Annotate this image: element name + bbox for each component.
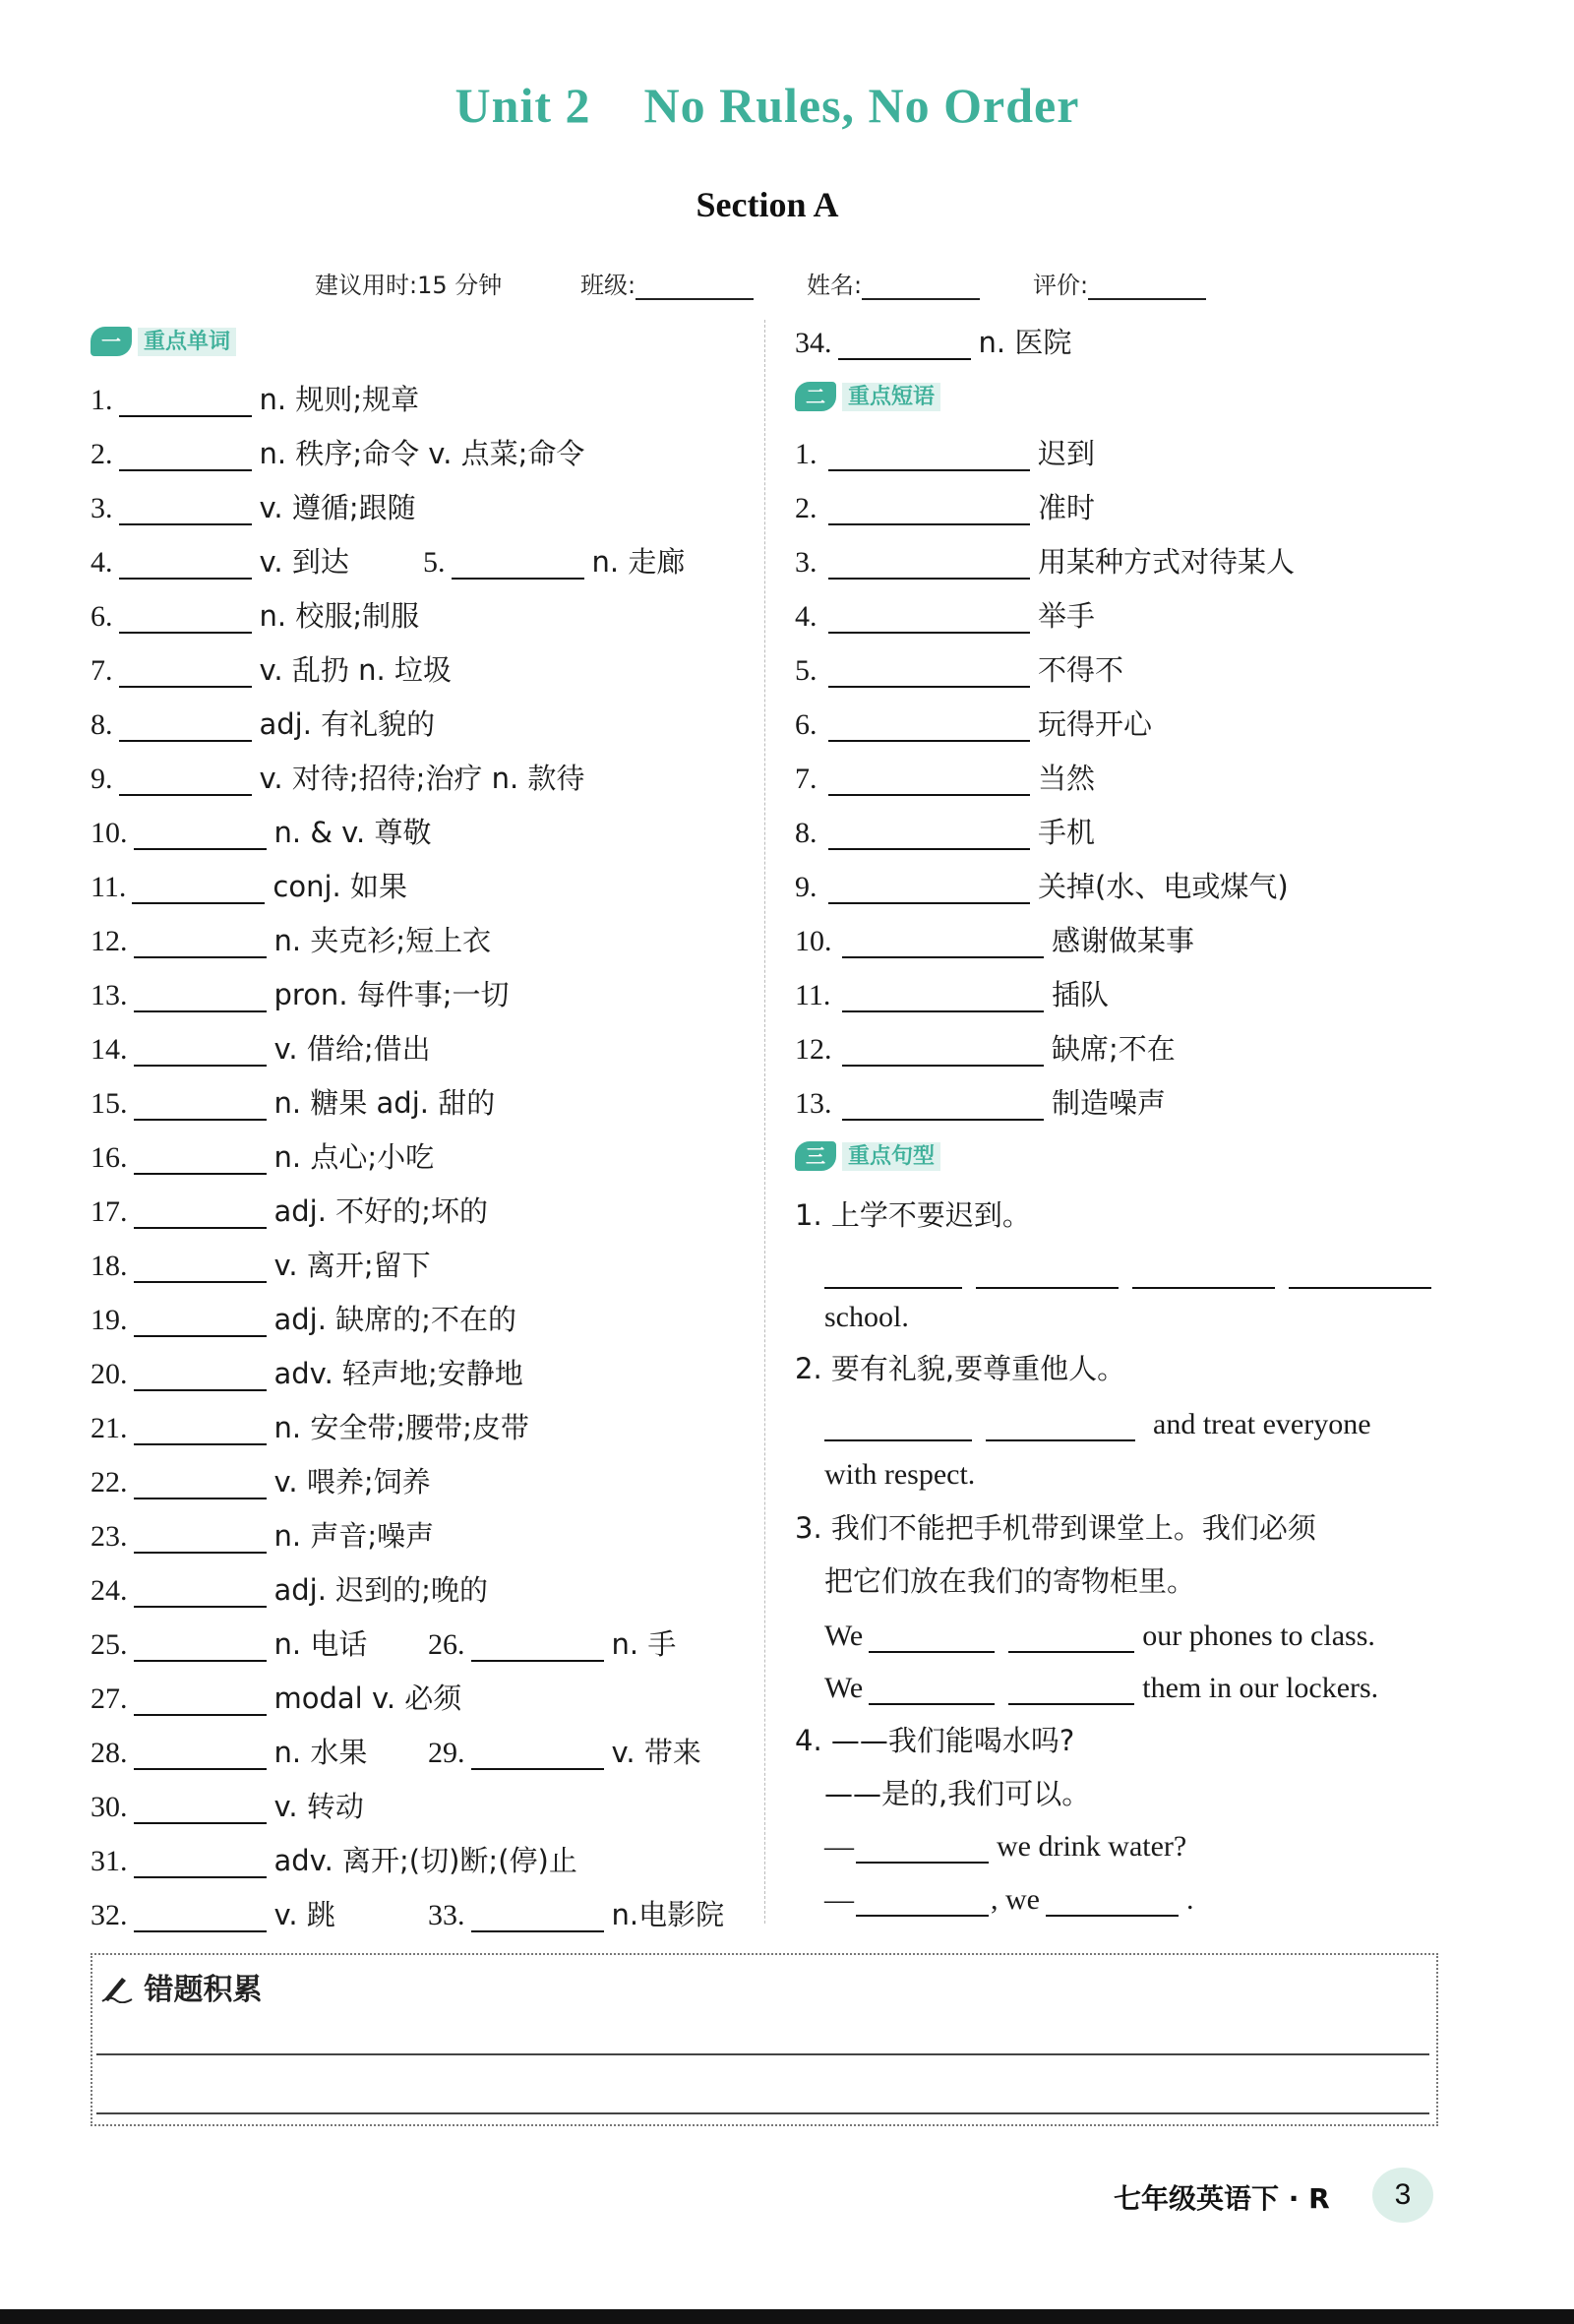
item-definition: n. 糖果 adj. 甜的 — [273, 1086, 496, 1120]
vocab-section-header — [91, 325, 236, 358]
item-definition: 玩得开心 — [1038, 707, 1153, 741]
answer-blank[interactable] — [828, 434, 1030, 471]
vocab-item-6 — [91, 593, 419, 639]
page-number: 3 — [1372, 2168, 1433, 2223]
item-definition: adj. 缺席的;不在的 — [273, 1303, 516, 1336]
item-number: 18. — [91, 1250, 128, 1282]
vocab-item-11 — [91, 864, 407, 909]
period: . — [1185, 1883, 1194, 1916]
answer-blank[interactable] — [134, 1516, 267, 1554]
item-number: 31. — [91, 1845, 128, 1877]
sentence-1-prompt — [795, 1193, 1031, 1238]
item-definition: v. 遵循;跟随 — [259, 491, 416, 524]
item-definition: n. 安全带;腰带;皮带 — [273, 1411, 529, 1444]
phrase-item-3 — [795, 539, 1295, 584]
item-number: 25. — [91, 1628, 128, 1661]
item-number: 28. — [91, 1737, 128, 1769]
vocab-item-26 — [428, 1621, 676, 1667]
answer-blank[interactable] — [119, 488, 252, 525]
item-number: 4. — [795, 600, 817, 633]
phrase-item-13 — [795, 1080, 1166, 1126]
item-definition: 当然 — [1038, 762, 1096, 795]
dash: — — [824, 1830, 854, 1863]
item-definition: 关掉(水、电或煤气) — [1038, 870, 1289, 903]
answer-blank[interactable] — [842, 1083, 1044, 1121]
item-number: 15. — [91, 1087, 128, 1120]
sentence-chinese: 1. 上学不要迟到。 — [795, 1198, 1031, 1232]
vocab-item-17 — [91, 1189, 488, 1234]
item-number: 26. — [428, 1628, 465, 1661]
sentence-english: school. — [824, 1301, 909, 1333]
answer-blank[interactable] — [134, 1354, 267, 1391]
item-definition: v. 离开;留下 — [273, 1249, 431, 1282]
answer-blank[interactable] — [1008, 1668, 1134, 1705]
answer-blank[interactable] — [134, 921, 267, 958]
item-definition: v. 对待;招待;治疗 n. 款待 — [259, 762, 585, 795]
answer-blank[interactable] — [134, 1192, 267, 1229]
vocab-item-20 — [91, 1351, 523, 1396]
item-number: 20. — [91, 1358, 128, 1390]
item-number: 11. — [795, 979, 831, 1011]
item-number: 2. — [795, 492, 817, 524]
item-definition: n. 声音;噪声 — [273, 1519, 435, 1553]
name-label: 姓名: — [807, 272, 863, 299]
item-definition: n. 规则;规章 — [259, 383, 420, 416]
answer-blank[interactable] — [119, 380, 252, 417]
vocab-badge: 一 — [91, 327, 132, 356]
vocab-item-10 — [91, 810, 432, 855]
answer-blank[interactable] — [842, 921, 1044, 958]
item-number: 13. — [795, 1087, 832, 1120]
item-number: 27. — [91, 1682, 128, 1715]
item-number: 6. — [795, 708, 817, 741]
sentence-2-line-1 — [824, 1402, 1371, 1447]
answer-blank[interactable] — [134, 1679, 267, 1716]
writing-line[interactable] — [96, 2112, 1429, 2114]
answer-blank[interactable] — [842, 1029, 1044, 1067]
answer-blank[interactable] — [119, 596, 252, 634]
sentences-section-header — [795, 1139, 940, 1173]
phrase-item-6 — [795, 702, 1152, 747]
item-definition: v. 乱扔 n. 垃圾 — [259, 653, 452, 687]
vocab-item-15 — [91, 1080, 495, 1126]
item-definition: n.电影院 — [611, 1898, 725, 1931]
phrase-item-8 — [795, 810, 1095, 855]
answer-blank[interactable] — [119, 434, 252, 471]
sentence-english: , we — [991, 1883, 1040, 1916]
item-definition: 制造噪声 — [1052, 1086, 1167, 1120]
answer-blank[interactable] — [134, 1841, 267, 1878]
vocab-item-24 — [91, 1567, 488, 1613]
writing-line[interactable] — [96, 2053, 1429, 2055]
item-definition: n. 手 — [611, 1627, 677, 1661]
vocab-item-3 — [91, 485, 416, 530]
item-definition: 感谢做某事 — [1052, 924, 1195, 957]
phrase-item-7 — [795, 756, 1095, 801]
vocab-item-18 — [91, 1243, 431, 1288]
sentence-2-line-2 — [824, 1452, 975, 1498]
answer-blank[interactable] — [828, 704, 1030, 742]
answer-blank[interactable] — [134, 975, 267, 1012]
item-number: 9. — [795, 871, 817, 903]
phrase-item-4 — [795, 593, 1095, 639]
sentence-4-line-2 — [824, 1877, 1193, 1923]
column-divider — [764, 320, 765, 1924]
item-number: 5. — [423, 546, 446, 579]
item-definition: 用某种方式对待某人 — [1038, 545, 1296, 579]
vocab-item-23 — [91, 1513, 434, 1559]
item-definition: v. 借给;借出 — [273, 1032, 431, 1066]
sentences-badge: 三 — [795, 1141, 836, 1171]
sentence-chinese: 把它们放在我们的寄物柜里。 — [824, 1564, 1196, 1598]
sentence-english: We — [824, 1620, 864, 1652]
answer-blank[interactable] — [824, 1404, 972, 1441]
sentence-english: We — [824, 1672, 864, 1704]
item-definition: 缺席;不在 — [1052, 1032, 1176, 1066]
item-number: 8. — [795, 817, 817, 849]
answer-blank[interactable] — [828, 759, 1030, 796]
answer-blank[interactable] — [134, 1462, 267, 1499]
item-definition: 手机 — [1038, 816, 1096, 849]
item-definition: n. 秩序;命令 v. 点菜;命令 — [259, 437, 585, 470]
item-number: 3. — [795, 546, 817, 579]
sentence-4-line-1 — [824, 1824, 1186, 1869]
eval-blank[interactable] — [1088, 271, 1206, 300]
answer-blank[interactable] — [842, 975, 1044, 1012]
mistake-notes-box — [91, 1953, 1438, 2126]
vocab-item-28 — [91, 1730, 367, 1775]
answer-blank[interactable] — [986, 1404, 1135, 1441]
item-definition: n. 点心;小吃 — [273, 1140, 435, 1174]
item-definition: 举手 — [1038, 599, 1096, 633]
item-definition: pron. 每件事;一切 — [273, 978, 510, 1011]
item-definition: adv. 离开;(切)断;(停)止 — [273, 1844, 577, 1877]
item-number: 13. — [91, 979, 128, 1011]
answer-blank[interactable] — [1046, 1879, 1179, 1917]
answer-blank[interactable] — [828, 542, 1030, 580]
sentence-english: and treat everyone — [1153, 1408, 1371, 1440]
item-definition: n. 水果 — [273, 1736, 368, 1769]
answer-blank[interactable] — [119, 650, 252, 688]
pen-icon — [100, 1974, 134, 2003]
answer-blank[interactable] — [134, 1787, 267, 1824]
item-definition: v. 跳 — [273, 1898, 335, 1931]
sentence-english: with respect. — [824, 1458, 976, 1491]
item-number: 14. — [91, 1033, 128, 1066]
item-number: 1. — [795, 438, 817, 470]
item-definition: n. 电话 — [273, 1627, 368, 1661]
answer-blank[interactable] — [132, 867, 265, 904]
item-number: 6. — [91, 600, 113, 633]
phrase-item-5 — [795, 647, 1123, 693]
sentence-chinese: 2. 要有礼貌,要尊重他人。 — [795, 1352, 1126, 1385]
item-number: 33. — [428, 1899, 465, 1931]
vocab-item-2 — [91, 431, 584, 476]
vocab-item-14 — [91, 1026, 431, 1071]
sentence-1-tail — [824, 1295, 909, 1340]
answer-blank[interactable] — [119, 542, 252, 580]
sentence-3-line-2 — [824, 1666, 1378, 1711]
book-label: 七年级英语下 · R — [1114, 2182, 1330, 2215]
answer-blank[interactable] — [471, 1733, 604, 1770]
answer-blank[interactable] — [824, 1252, 962, 1289]
item-number: 7. — [91, 654, 113, 687]
sentence-english: them in our lockers. — [1142, 1672, 1379, 1704]
item-number: 22. — [91, 1466, 128, 1498]
answer-blank[interactable] — [471, 1624, 604, 1662]
phrase-item-2 — [795, 485, 1095, 530]
vocab-item-34 — [795, 320, 1071, 365]
sentence-2-prompt — [795, 1346, 1125, 1391]
item-definition: v. 转动 — [273, 1790, 364, 1823]
class-label: 班级: — [580, 272, 636, 299]
answer-blank[interactable] — [134, 1029, 267, 1067]
vocab-item-5 — [423, 539, 685, 584]
vocab-item-7 — [91, 647, 452, 693]
item-number: 21. — [91, 1412, 128, 1444]
item-number: 34. — [795, 327, 832, 359]
answer-blank[interactable] — [828, 867, 1030, 904]
item-number: 16. — [91, 1141, 128, 1174]
answer-blank[interactable] — [134, 1408, 267, 1445]
item-number: 5. — [795, 654, 817, 687]
answer-blank[interactable] — [828, 488, 1030, 525]
item-definition: n. 走廊 — [591, 545, 686, 579]
item-definition: adj. 有礼貌的 — [259, 707, 436, 741]
phrase-item-10 — [795, 918, 1194, 963]
item-definition: adv. 轻声地;安静地 — [273, 1357, 523, 1390]
item-definition: adj. 不好的;坏的 — [273, 1194, 488, 1228]
item-number: 10. — [91, 817, 128, 849]
answer-blank[interactable] — [134, 1083, 267, 1121]
time-label: 建议用时:15 分钟 — [315, 272, 503, 299]
item-definition: 插队 — [1052, 978, 1110, 1011]
item-number: 30. — [91, 1791, 128, 1823]
item-definition: v. 喂养;饲养 — [273, 1465, 431, 1498]
item-definition: adj. 迟到的;晚的 — [273, 1573, 488, 1607]
answer-blank[interactable] — [471, 1895, 604, 1932]
answer-blank[interactable] — [134, 813, 267, 850]
answer-blank[interactable] — [869, 1668, 995, 1705]
phrase-item-12 — [795, 1026, 1176, 1071]
item-number: 32. — [91, 1899, 128, 1931]
item-definition: v. 到达 — [259, 545, 349, 579]
class-blank[interactable] — [636, 271, 754, 300]
item-number: 9. — [91, 763, 113, 795]
vocab-item-33 — [428, 1892, 724, 1937]
item-number: 12. — [91, 925, 128, 957]
phrase-item-1 — [795, 431, 1095, 476]
vocab-item-30 — [91, 1784, 364, 1829]
item-number: 23. — [91, 1520, 128, 1553]
section-title: Section A — [696, 185, 839, 224]
answer-blank[interactable] — [838, 323, 971, 360]
vocab-item-32 — [91, 1892, 335, 1937]
item-number: 8. — [91, 708, 113, 741]
vocab-item-16 — [91, 1134, 434, 1180]
answer-blank[interactable] — [828, 650, 1030, 688]
answer-blank[interactable] — [134, 1246, 267, 1283]
phrase-item-11 — [795, 972, 1109, 1017]
item-definition: 准时 — [1038, 491, 1096, 524]
sentence-3-line-1 — [824, 1614, 1375, 1659]
sentence-3-prompt-1 — [795, 1505, 1316, 1551]
eval-label: 评价: — [1033, 272, 1089, 299]
answer-blank[interactable] — [452, 542, 584, 580]
item-number: 29. — [428, 1737, 465, 1769]
answer-blank[interactable] — [1008, 1616, 1134, 1653]
vocab-item-4 — [91, 539, 349, 584]
answer-blank[interactable] — [134, 1895, 267, 1932]
sentence-chinese: ——是的,我们可以。 — [824, 1777, 1091, 1810]
answer-blank[interactable] — [134, 1624, 267, 1662]
unit-title: Unit 2 No Rules, No Order — [454, 78, 1080, 133]
class-field[interactable] — [580, 266, 754, 300]
item-number: 12. — [795, 1033, 832, 1066]
vocab-item-13 — [91, 972, 510, 1017]
answer-blank[interactable] — [119, 704, 252, 742]
answer-blank[interactable] — [134, 1137, 267, 1175]
sentence-chinese: 3. 我们不能把手机带到课堂上。我们必须 — [795, 1511, 1316, 1545]
item-definition: n. 医院 — [978, 326, 1072, 359]
vocab-item-27 — [91, 1676, 461, 1721]
eval-field[interactable] — [1033, 266, 1206, 300]
sentences-title: 重点句型 — [842, 1142, 940, 1171]
item-number: 10. — [795, 925, 832, 957]
item-number: 3. — [91, 492, 113, 524]
vocab-item-19 — [91, 1297, 516, 1342]
mistake-notes-title — [100, 1965, 262, 2008]
item-definition: conj. 如果 — [272, 870, 407, 903]
item-number: 19. — [91, 1304, 128, 1336]
phrase-item-9 — [795, 864, 1289, 909]
phrases-badge: 二 — [795, 382, 836, 411]
meta-line — [315, 266, 1259, 305]
vocab-item-29 — [428, 1730, 701, 1775]
vocab-title: 重点单词 — [138, 328, 236, 356]
vocab-item-31 — [91, 1838, 577, 1883]
vocab-item-12 — [91, 918, 491, 963]
sentence-1-blanks — [824, 1250, 1439, 1295]
item-definition: modal v. 必须 — [273, 1682, 462, 1715]
answer-blank[interactable] — [856, 1879, 989, 1917]
answer-blank[interactable] — [856, 1826, 989, 1864]
answer-blank[interactable] — [828, 596, 1030, 634]
scan-edge — [0, 2309, 1574, 2324]
item-number: 17. — [91, 1195, 128, 1228]
vocab-item-9 — [91, 756, 584, 801]
answer-blank[interactable] — [828, 813, 1030, 850]
name-field[interactable] — [807, 266, 980, 300]
item-definition: 不得不 — [1038, 653, 1124, 687]
sentence-english: our phones to class. — [1142, 1620, 1375, 1652]
item-definition: n. & v. 尊敬 — [273, 816, 432, 849]
item-number: 2. — [91, 438, 113, 470]
phrases-title: 重点短语 — [842, 383, 940, 411]
name-blank[interactable] — [862, 271, 980, 300]
vocab-item-22 — [91, 1459, 431, 1504]
item-number: 24. — [91, 1574, 128, 1607]
item-number: 4. — [91, 546, 113, 579]
phrases-section-header — [795, 380, 940, 413]
item-definition: 迟到 — [1038, 437, 1096, 470]
sentence-4-prompt-2 — [824, 1771, 1090, 1816]
answer-blank[interactable] — [134, 1570, 267, 1608]
item-number: 11. — [91, 871, 127, 903]
sentence-chinese: 4. ——我们能喝水吗? — [795, 1724, 1075, 1757]
answer-blank[interactable] — [976, 1252, 1119, 1289]
answer-blank[interactable] — [119, 759, 252, 796]
vocab-item-8 — [91, 702, 435, 747]
sentence-4-prompt-1 — [795, 1718, 1074, 1763]
answer-blank[interactable] — [869, 1616, 995, 1653]
item-definition: n. 夹克衫;短上衣 — [273, 924, 492, 957]
dash: — — [824, 1883, 854, 1916]
notes-title-text: 错题积累 — [144, 1973, 263, 2007]
answer-blank[interactable] — [1132, 1252, 1275, 1289]
vocab-item-25 — [91, 1621, 367, 1667]
item-number: 7. — [795, 763, 817, 795]
sentence-3-prompt-2 — [824, 1559, 1195, 1604]
answer-blank[interactable] — [1289, 1252, 1431, 1289]
vocab-item-1 — [91, 377, 419, 422]
vocab-item-21 — [91, 1405, 529, 1450]
item-number: 1. — [91, 384, 113, 416]
answer-blank[interactable] — [134, 1300, 267, 1337]
sentence-english: we drink water? — [997, 1830, 1187, 1863]
item-definition: v. 带来 — [611, 1736, 701, 1769]
answer-blank[interactable] — [134, 1733, 267, 1770]
item-definition: n. 校服;制服 — [259, 599, 420, 633]
